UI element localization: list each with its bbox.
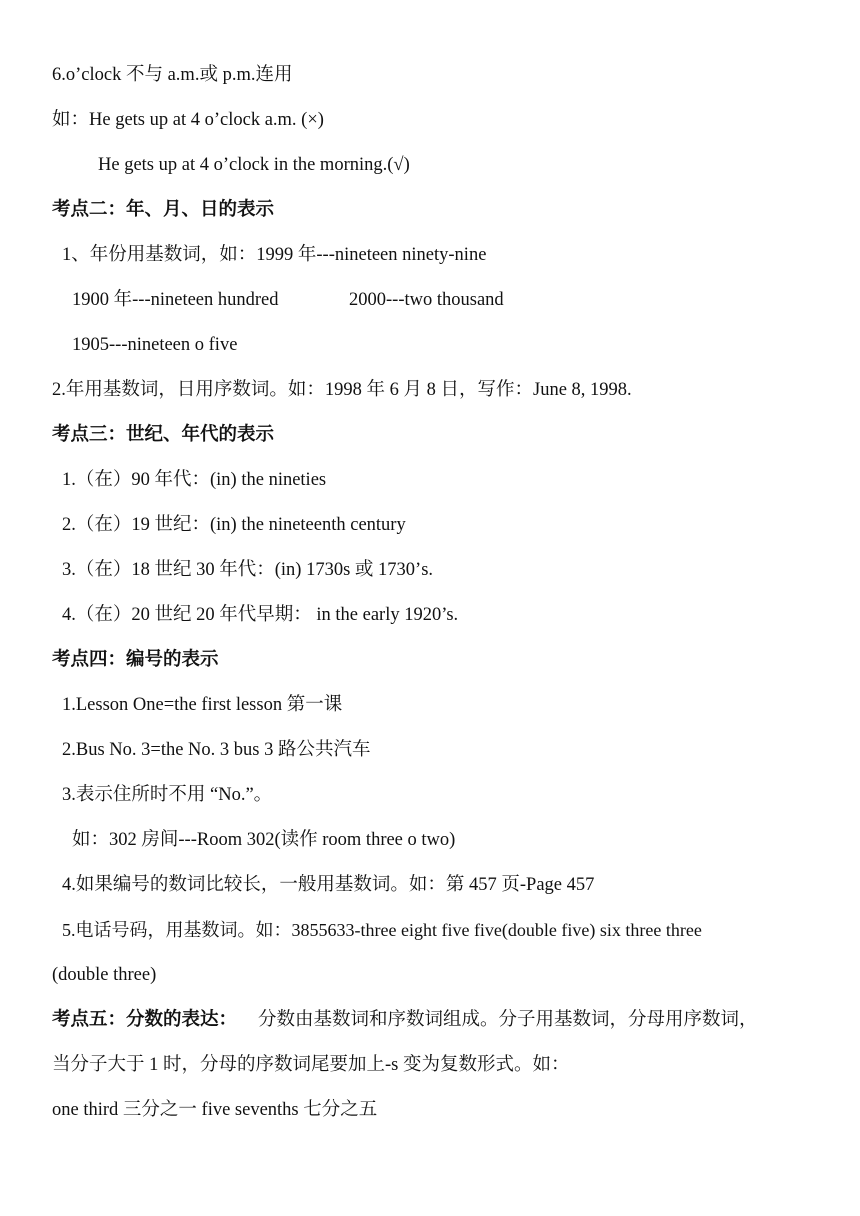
section-heading: 考点五：分数的表达： <box>52 1010 238 1030</box>
text-line: 如：302 房间---Room 302(读作 room three o two) <box>72 830 456 850</box>
text-line: 当分子大于 1 时，分母的序数词尾要加上-s 变为复数形式。如： <box>52 1055 570 1075</box>
text-line: 3.表示住所时不用 “No.”。 <box>62 785 273 805</box>
text-line: one third 三分之一 five sevenths 七分之五 <box>52 1100 378 1120</box>
section-heading: 考点四：编号的表示 <box>52 650 219 670</box>
text-line: 1.Lesson One=the first lesson 第一课 <box>62 695 343 715</box>
text-line: 1905---nineteen o five <box>72 335 238 355</box>
text-line: 1900 年---nineteen hundred <box>72 290 279 310</box>
text-line: (double three) <box>52 965 157 985</box>
text-line: 2.年用基数词，日用序数词。如：1998 年 6 月 8 日，写作：June 8, 1998. <box>52 380 632 400</box>
text-line: 1、年份用基数词，如：1999 年---nineteen ninety-nine <box>62 245 487 265</box>
text-line: 1.（在）90 年代：(in) the nineties <box>62 470 327 490</box>
text-line: 4.（在）20 世纪 20 年代早期： in the early 1920’s. <box>62 605 459 625</box>
text-line: He gets up at 4 o’clock in the morning.(√) <box>98 155 410 175</box>
text-line: 4.如果编号的数词比较长，一般用基数词。如：第 457 页-Page 457 <box>62 875 595 895</box>
text-line: 2000---two thousand <box>349 290 504 310</box>
section-heading: 考点三：世纪、年代的表示 <box>52 425 275 445</box>
section-heading: 考点二：年、月、日的表示 <box>52 200 275 220</box>
text-line: 分数由基数词和序数词组成。分子用基数词，分母用序数词， <box>258 1010 758 1030</box>
text-line: 如：He gets up at 4 o’clock a.m. (×) <box>52 110 324 130</box>
text-line: 3.（在）18 世纪 30 年代：(in) 1730s 或 1730’s. <box>62 560 434 580</box>
text-line: 2.Bus No. 3=the No. 3 bus 3 路公共汽车 <box>62 740 371 760</box>
text-line: 6.o’clock 不与 a.m.或 p.m.连用 <box>52 65 293 85</box>
text-line: 5.电话号码，用基数词。如：3855633-three eight five five(double five) six three three <box>62 920 702 940</box>
text-line: 2.（在）19 世纪：(in) the nineteenth century <box>62 515 406 535</box>
